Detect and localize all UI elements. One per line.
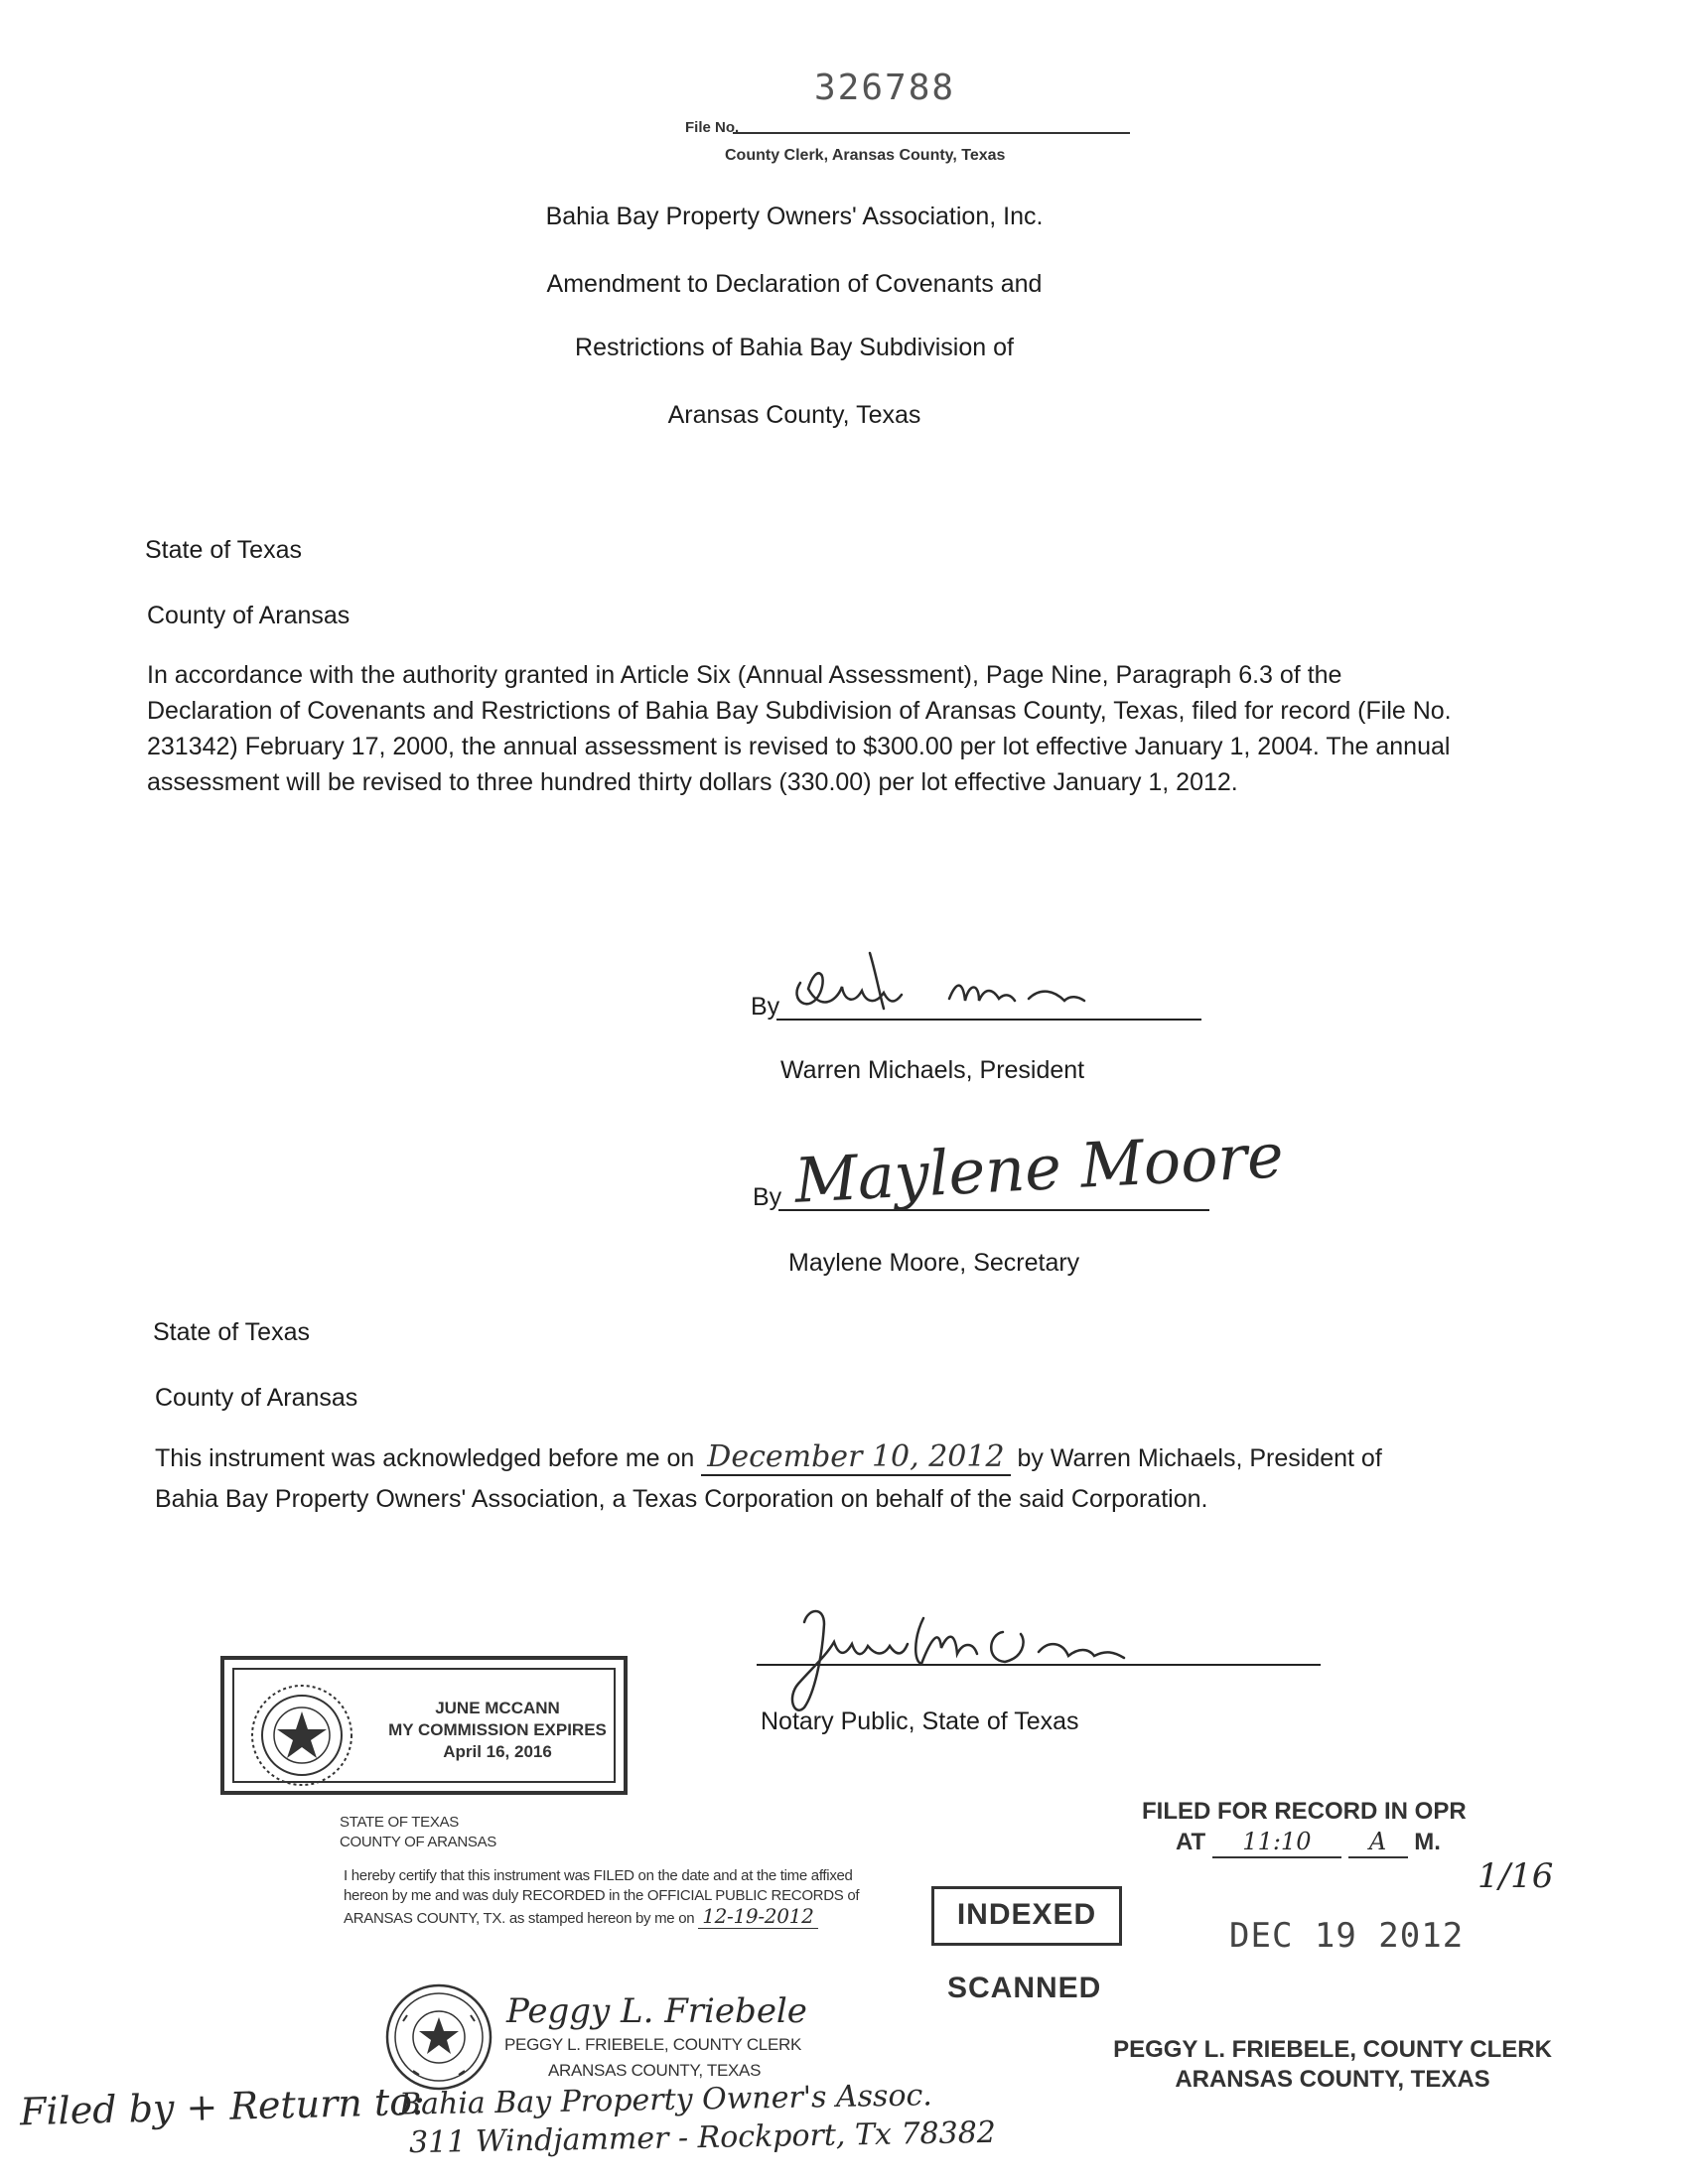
title-restrictions: Restrictions of Bahia Bay Subdivision of	[575, 334, 1014, 361]
notary-stamp-commission: MY COMMISSION EXPIRES	[388, 1720, 607, 1739]
by-label-secretary: By	[753, 1183, 782, 1211]
ack-date-handwritten: December 10, 2012	[701, 1439, 1010, 1476]
filed-at-label: AT	[1176, 1829, 1206, 1855]
clerk-footer-name: PEGGY L. FRIEBELE, COUNTY CLERK	[1113, 2036, 1552, 2063]
clerk-county: COUNTY OF ARANSAS	[340, 1834, 496, 1850]
indexed-stamp: INDEXED	[931, 1886, 1122, 1946]
clerk-recorded-date: 12-19-2012	[698, 1904, 817, 1929]
return-note-line2: 311 Windjammer - Rockport, Tx 78382	[408, 2115, 997, 2161]
filed-for-record-label: FILED FOR RECORD IN OPR	[1142, 1798, 1467, 1825]
filed-for-record-stamp	[1142, 1797, 1467, 1858]
by-label-president: By	[751, 993, 780, 1021]
page-mark: 1/16	[1477, 1856, 1554, 1896]
clerk-footer-county: ARANSAS COUNTY, TEXAS	[1175, 2066, 1490, 2093]
notary-stamp-name: JUNE MCCANN	[435, 1699, 560, 1717]
ack-text-after: by Warren Michaels, President of Bahia Bay Property Owners' Association, a Texas Corporation on behalf of the said Corporation.	[155, 1444, 1382, 1513]
venue-state: State of Texas	[145, 536, 302, 564]
notary-stamp-date: April 16, 2016	[443, 1742, 552, 1761]
venue-county: County of Aransas	[147, 602, 351, 629]
notary-signature	[765, 1598, 1221, 1717]
notary-title: Notary Public, State of Texas	[761, 1707, 1079, 1735]
ack-text-before: This instrument was acknowledged before me on	[155, 1444, 695, 1472]
clerk-cert-text: I hereby certify that this instrument was FILED on the date and at the time affixed hereon by me and was duly RECORDED in the OFFICIAL PUBLIC RECORDS of ARANSAS COUNTY, TX. as stamped hereon by me on	[344, 1867, 860, 1927]
return-note-label: Filed by + Return to:	[19, 2079, 426, 2134]
received-date-stamp: DEC 19 2012	[1229, 1916, 1465, 1956]
president-signature	[780, 943, 1197, 1023]
acknowledgment-paragraph	[155, 1436, 1446, 1520]
president-name: Warren Michaels, President	[780, 1056, 1085, 1084]
notary-stamp-inner-border	[232, 1668, 616, 1783]
filed-time: 11:10	[1212, 1827, 1341, 1858]
amendment-paragraph: In accordance with the authority granted in Article Six (Annual Assessment), Page Nine, Paragraph 6.3 of the Declaration of Covenants and Restrictions of Bahia Bay Subdivision of Aransas County, Texas, filed for record (File No. 231342) February 17, 2000, the annual assessment is revised to $300.00 per lot effective January 1, 2004. The annual assessment will be revised to three hundred thirty dollars (330.00) per lot effective January 1, 2012.	[147, 661, 1452, 796]
clerk-county-line: ARANSAS COUNTY, TEXAS	[548, 2061, 762, 2080]
clerk-state: STATE OF TEXAS	[340, 1814, 459, 1831]
title-association: Bahia Bay Property Owners' Association, Inc.	[545, 203, 1044, 230]
secretary-signature: Maylene Moore	[792, 1119, 1286, 1217]
scanned-stamp: SCANNED	[947, 1972, 1102, 2004]
filed-am-pm: A	[1348, 1827, 1408, 1858]
clerk-certification	[344, 1866, 860, 1929]
title-amendment: Amendment to Declaration of Covenants and	[546, 270, 1043, 298]
county-seal-icon	[383, 1981, 494, 2093]
file-no-line	[733, 132, 1130, 134]
filed-m-suffix: M.	[1414, 1829, 1441, 1855]
notary-stamp-text	[373, 1698, 622, 1763]
clerk-signature: Peggy L. Friebele	[506, 1991, 807, 2031]
file-no-label: File No.	[685, 119, 740, 136]
clerk-name: PEGGY L. FRIEBELE, COUNTY CLERK	[504, 2035, 801, 2054]
clerk-footer	[1084, 2035, 1581, 2095]
title-county: Aransas County, Texas	[667, 401, 921, 429]
filed-time-line	[1142, 1827, 1467, 1858]
notary-seal-star-icon	[248, 1682, 355, 1789]
return-note-line1: Bahia Bay Property Owner's Assoc.	[398, 2078, 933, 2122]
secretary-name: Maylene Moore, Secretary	[788, 1249, 1080, 1277]
file-number: 326788	[814, 68, 956, 108]
clerk-venue	[340, 1813, 496, 1852]
clerk-caption: County Clerk, Aransas County, Texas	[725, 147, 1006, 164]
venue-county-2: County of Aransas	[155, 1384, 358, 1412]
notary-stamp	[220, 1656, 628, 1795]
venue-state-2: State of Texas	[153, 1318, 310, 1346]
